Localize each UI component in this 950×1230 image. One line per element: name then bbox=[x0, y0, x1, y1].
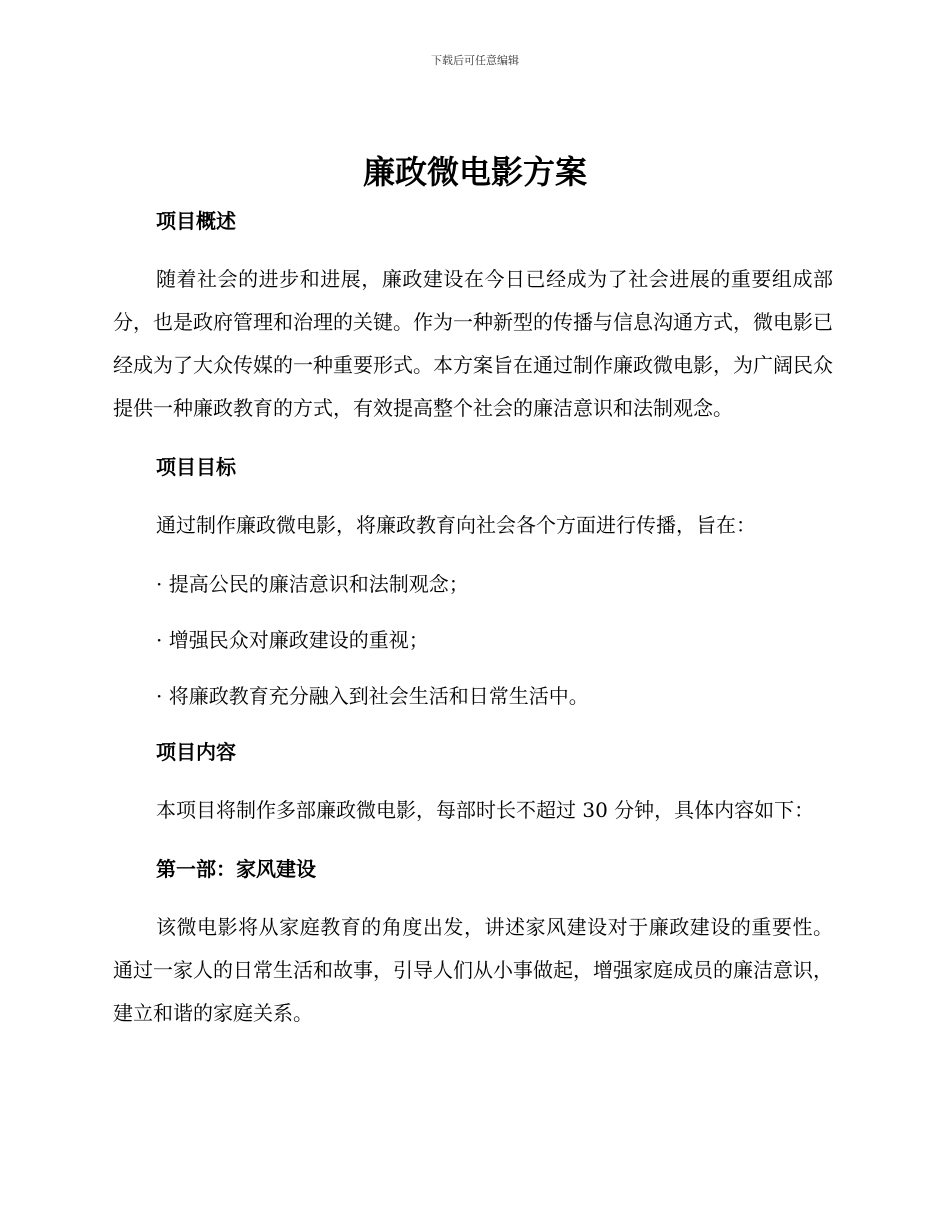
goals-bullet-2: · 增强民众对廉政建设的重视； bbox=[156, 628, 429, 652]
overview-paragraph: 随着社会的进步和进展，廉政建设在今日已经成为了社会进展的重要组成部分，也是政府管理和治理的关键。作为一种新型的传播与信息沟通方式，微电影已经成为了大众传媒的一种重要形式。本方案旨在通过制作廉政微电影，为广阔民众提供一种廉政教育的方式，有效提高整个社会的廉洁意识和法制观念。 bbox=[113, 267, 833, 420]
section-heading-goals: 项目目标 bbox=[156, 455, 236, 479]
content-intro: 本项目将制作多部廉政微电影，每部时长不超过 30 分钟，具体内容如下： bbox=[156, 798, 815, 822]
document-body bbox=[113, 202, 833, 1053]
section-heading-overview: 项目概述 bbox=[156, 209, 236, 233]
goals-bullet-3: · 将廉政教育充分融入到社会生活和日常生活中。 bbox=[156, 684, 589, 708]
section-heading-content: 项目内容 bbox=[156, 740, 236, 764]
part1-paragraph: 该微电影将从家庭教育的角度出发，讲述家风建设对于廉政建设的重要性。通过一家人的日常生活和故事，引导人们从小事做起，增强家庭成员的廉洁意识，建立和谐的家庭关系。 bbox=[113, 915, 833, 1025]
section-heading-part1: 第一部：家风建设 bbox=[156, 857, 316, 881]
document-title: 廉政微电影方案 bbox=[362, 153, 587, 191]
goals-bullet-1: · 提高公民的廉洁意识和法制观念； bbox=[156, 572, 469, 596]
goals-intro: 通过制作廉政微电影，将廉政教育向社会各个方面进行传播，旨在： bbox=[156, 513, 756, 537]
running-header: 下载后可任意编辑 bbox=[431, 54, 519, 67]
